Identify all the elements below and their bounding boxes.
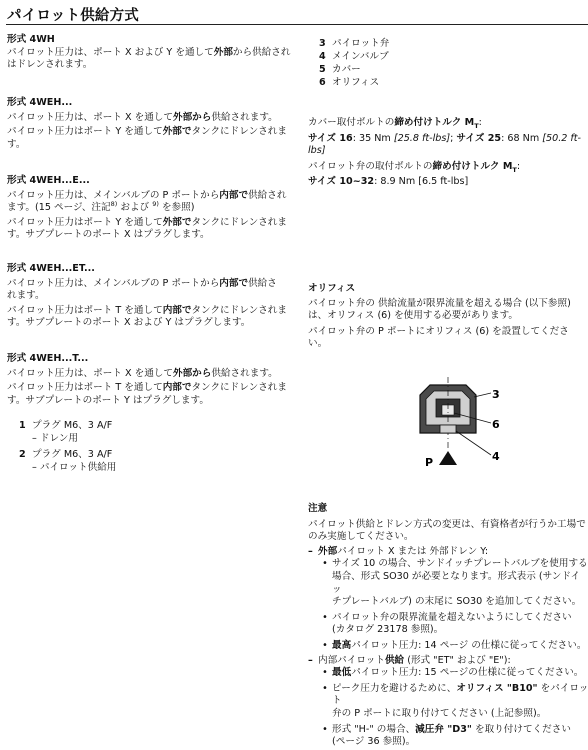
section-4wh bbox=[7, 34, 299, 72]
pressure-arrow-icon bbox=[439, 451, 457, 465]
section-4weh bbox=[7, 97, 299, 151]
section-text: す。 bbox=[7, 138, 26, 150]
section-text: す。サブプレートのポート X はプラグします。 bbox=[7, 229, 210, 241]
label-4: 4 bbox=[492, 450, 500, 463]
section-4weh-et bbox=[7, 263, 299, 330]
section-text: パイロット圧力はポート Y を通して外部でタンクにドレンされま bbox=[7, 216, 287, 228]
title-rule bbox=[6, 24, 588, 25]
legend-item-sub: – ドレン用 bbox=[32, 432, 78, 444]
section-text: はドレンされます。 bbox=[7, 59, 93, 71]
section-4weh-e bbox=[7, 175, 299, 242]
note-text: のみ実施してください。 bbox=[308, 531, 414, 543]
valve-port bbox=[440, 425, 456, 433]
section-text: パイロット圧力は、ポート X を通して外部から供給されます。 bbox=[7, 367, 278, 379]
legend-item: 3 パイロット弁 bbox=[319, 38, 390, 49]
section-heading: オリフィス bbox=[308, 283, 356, 294]
legend-item: 1 プラグ M6、3 A/F bbox=[19, 420, 113, 431]
section-text: す。サブプレートのポート X および Y はプラグします。 bbox=[7, 317, 251, 329]
section-4weh-t bbox=[7, 353, 299, 407]
note-bullet-cont: (カタログ 23178 参照)。 bbox=[332, 624, 444, 636]
right-legend bbox=[319, 37, 389, 89]
note-bullet: • ピーク圧力を避けるために、オリフィス "B10" をパイロット bbox=[322, 682, 588, 707]
torque-line: サイズ 16: 35 Nm [25.8 ft-lbs]; サイズ 25: 68 Nm [50.2 ft-lbs] bbox=[308, 132, 582, 157]
torque-line: サイズ 10~32: 8.9 Nm [6.5 ft-lbs] bbox=[308, 176, 469, 188]
note-bullet-cont: チプレートバルブ) の末尾に SO30 を追加してください。 bbox=[332, 596, 582, 608]
legend-item: 6 オリフィス bbox=[319, 77, 380, 88]
note-bullet-cont: (ページ 36 参照)。 bbox=[332, 736, 416, 748]
label-6: 6 bbox=[492, 418, 500, 431]
note-bullet: • 最低パイロット圧力: 15 ページの仕様に従ってください。 bbox=[322, 667, 584, 679]
section-text: パイロット圧力はポート Y を通して外部でタンクにドレンされま bbox=[7, 126, 287, 138]
torque-spec bbox=[308, 117, 588, 189]
note-dash-item: – 内部パイロット供給 (形式 "ET" および "E"): bbox=[308, 654, 511, 666]
section-text: パイロット圧力は、メインバルブの P ポートから内部で供給さ bbox=[7, 277, 277, 289]
legend-item-sub: – パイロット供給用 bbox=[32, 461, 117, 473]
note-bullet: • パイロット弁の限界流量を超えないようにしてください bbox=[322, 611, 572, 623]
torque-line: カバー取付ボルトの締め付けトルク $M_T$: bbox=[308, 117, 482, 130]
page-title: パイロット供給方式 bbox=[7, 8, 140, 24]
orifice-diagram bbox=[392, 375, 512, 475]
section-text: パイロット圧力はポート T を通して内部でタンクにドレンされま bbox=[7, 304, 287, 316]
section-heading: 形式 4WEH...T... bbox=[7, 353, 89, 364]
section-text: れます。 bbox=[7, 290, 45, 302]
section-heading: 形式 4WEH...ET... bbox=[7, 263, 95, 274]
note-section bbox=[308, 503, 588, 749]
section-text: パイロット弁の 供給流量が限界流量を超える場合 (以下参照) bbox=[308, 297, 571, 309]
label-p: P bbox=[425, 456, 434, 469]
label-3: 3 bbox=[492, 388, 500, 401]
note-bullet-cont: 場合、形式 SO30 が必要となります。形式表示 (サンドイッ bbox=[332, 570, 581, 595]
orifice-section bbox=[308, 283, 588, 351]
note-bullet: • サイズ 10 の場合、サンドイッチプレートバルブを使用する bbox=[322, 558, 588, 570]
section-text: パイロット圧力はポート T を通して内部でタンクにドレンされま bbox=[7, 382, 287, 394]
section-heading: 形式 4WH bbox=[7, 34, 55, 45]
section-heading: 形式 4WEH... bbox=[7, 97, 73, 108]
left-legend bbox=[7, 420, 299, 474]
note-bullet: • 形式 "H-" の場合、減圧弁 "D3" を取り付けてください bbox=[322, 723, 571, 735]
note-dash-item: – 外部パイロット X または 外部ドレン Y: bbox=[308, 545, 489, 557]
section-text: パイロット弁の P ポートにオリフィス (6) を設置してください。 bbox=[308, 325, 569, 350]
note-bullet-cont: 弁の P ポートに取り付けてください (上記参照)。 bbox=[332, 707, 547, 719]
section-heading: 注意 bbox=[308, 503, 328, 514]
section-text: す。サブプレートのポート Y はプラグします。 bbox=[7, 394, 209, 406]
section-text: は、オリフィス (6) を使用する必要があります。 bbox=[308, 310, 519, 322]
legend-item: 4 メインバルブ bbox=[319, 51, 389, 62]
section-text: パイロット圧力は、メインバルブの P ポートから内部で供給され bbox=[7, 189, 287, 201]
torque-line: パイロット弁の取付ボルトの締め付けトルク $M_T$: bbox=[308, 160, 521, 174]
section-text: パイロット圧力は、ポート X および Y を通して外部から供給され bbox=[7, 46, 291, 58]
section-heading: 形式 4WEH...E... bbox=[7, 175, 90, 186]
leader-4 bbox=[456, 431, 491, 455]
legend-item: 5 カバー bbox=[319, 64, 361, 75]
note-bullet: • 最高パイロット圧力: 14 ページ の仕様に従ってください。 bbox=[322, 639, 587, 651]
note-text: パイロット供給とドレン方式の変更は、有資格者が行うか工場で bbox=[308, 518, 586, 530]
note-bullets-internal bbox=[318, 667, 588, 749]
section-text: パイロット圧力は、ポート X を通して外部から供給されます。 bbox=[7, 111, 278, 123]
note-bullets-external bbox=[318, 558, 588, 652]
legend-item: 2 プラグ M6、3 A/F bbox=[19, 449, 113, 461]
section-text: ます。(15 ページ、注記$^{8)}$ および $^{9)}$ を参照) bbox=[7, 200, 195, 214]
